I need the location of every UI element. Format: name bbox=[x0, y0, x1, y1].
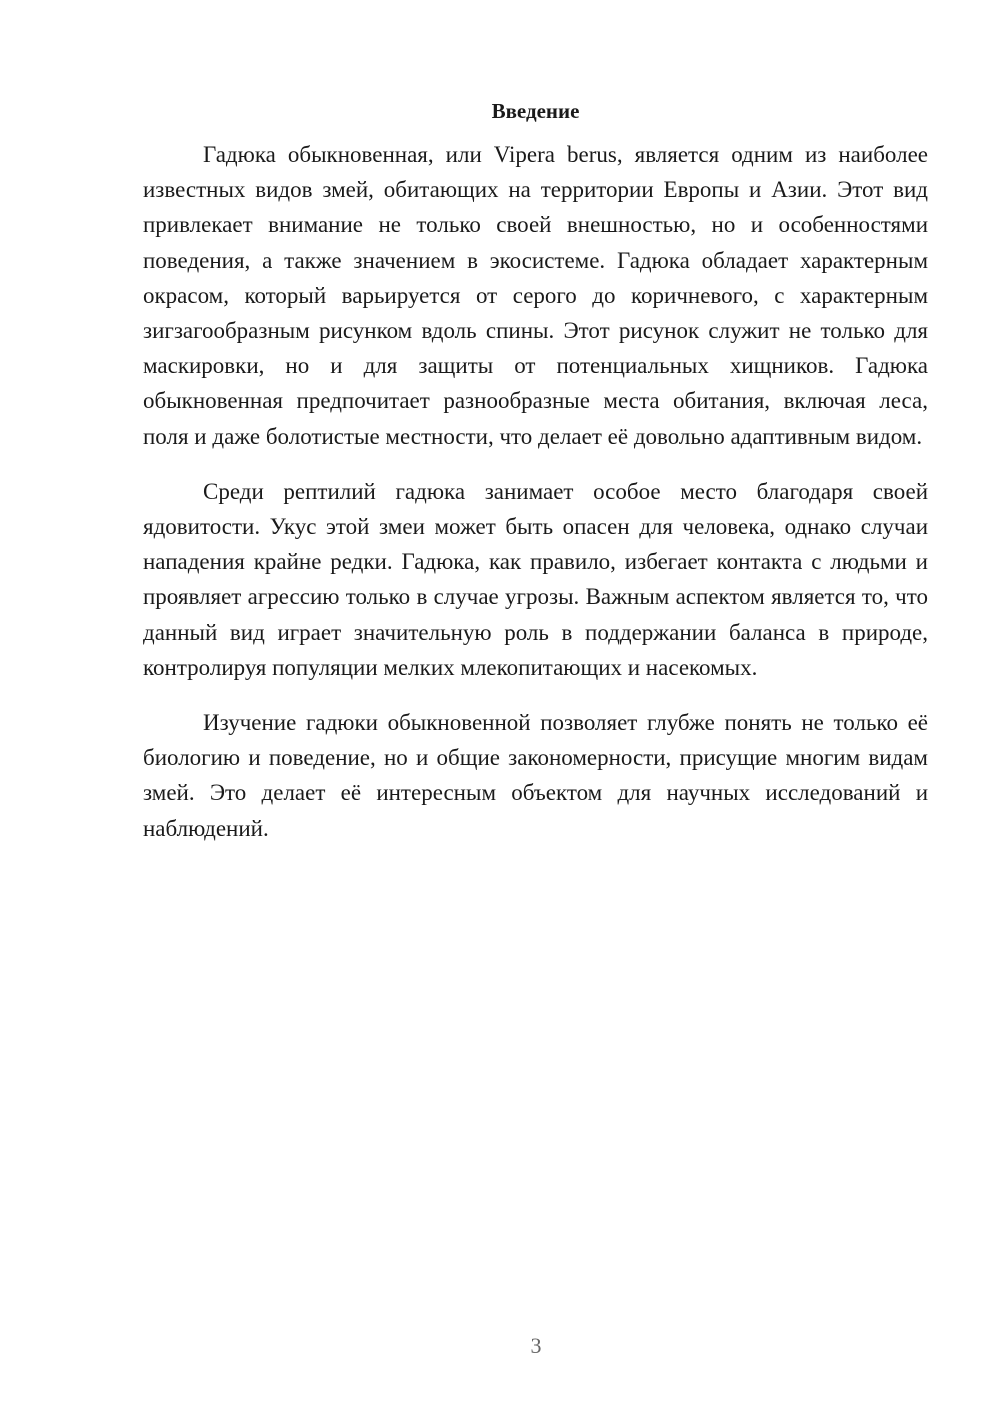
paragraph-intro: Гадюка обыкновенная, или Vipera berus, является одним из наиболее известных видов змей, обитающих на территории Европы и Азии. Этот вид привлекает внимание не только своей внешностью, но и особенностями поведения, а также значением в экосистеме. Гадюка обладает характерным окрасом, который варьируется от серого до коричневого, с характерным зигзагообразным рисунком вдоль спины. Этот рисунок служит не только для маскировки, но и для защиты от потенциальных хищников. Гадюка обыкновенная предпочитает разнообразные места обитания, включая леса, поля и даже болотистые местности, что делает её довольно адаптивным видом. bbox=[143, 142, 928, 449]
section-heading: Введение bbox=[491, 99, 580, 123]
paragraph-venom: Среди рептилий гадюка занимает особое место благодаря своей ядовитости. Укус этой змеи может быть опасен для человека, однако случаи нападения крайне редки. Гадюка, как правило, избегает контакта с людьми и проявляет агрессию только в случае угрозы. Важным аспектом является то, что данный вид играет значительную роль в поддержании баланса в природе, контролируя популяции мелких млекопитающих и насекомых. bbox=[143, 478, 928, 680]
paragraph-study: Изучение гадюки обыкновенной позволяет глубже понять не только её биологию и поведение, но и общие закономерности, присущие многим видам змей. Это делает её интересным объектом для научных исследований и наблюдений. bbox=[143, 710, 928, 841]
page-content bbox=[143, 95, 928, 866]
page-number: 3 bbox=[530, 1333, 542, 1358]
